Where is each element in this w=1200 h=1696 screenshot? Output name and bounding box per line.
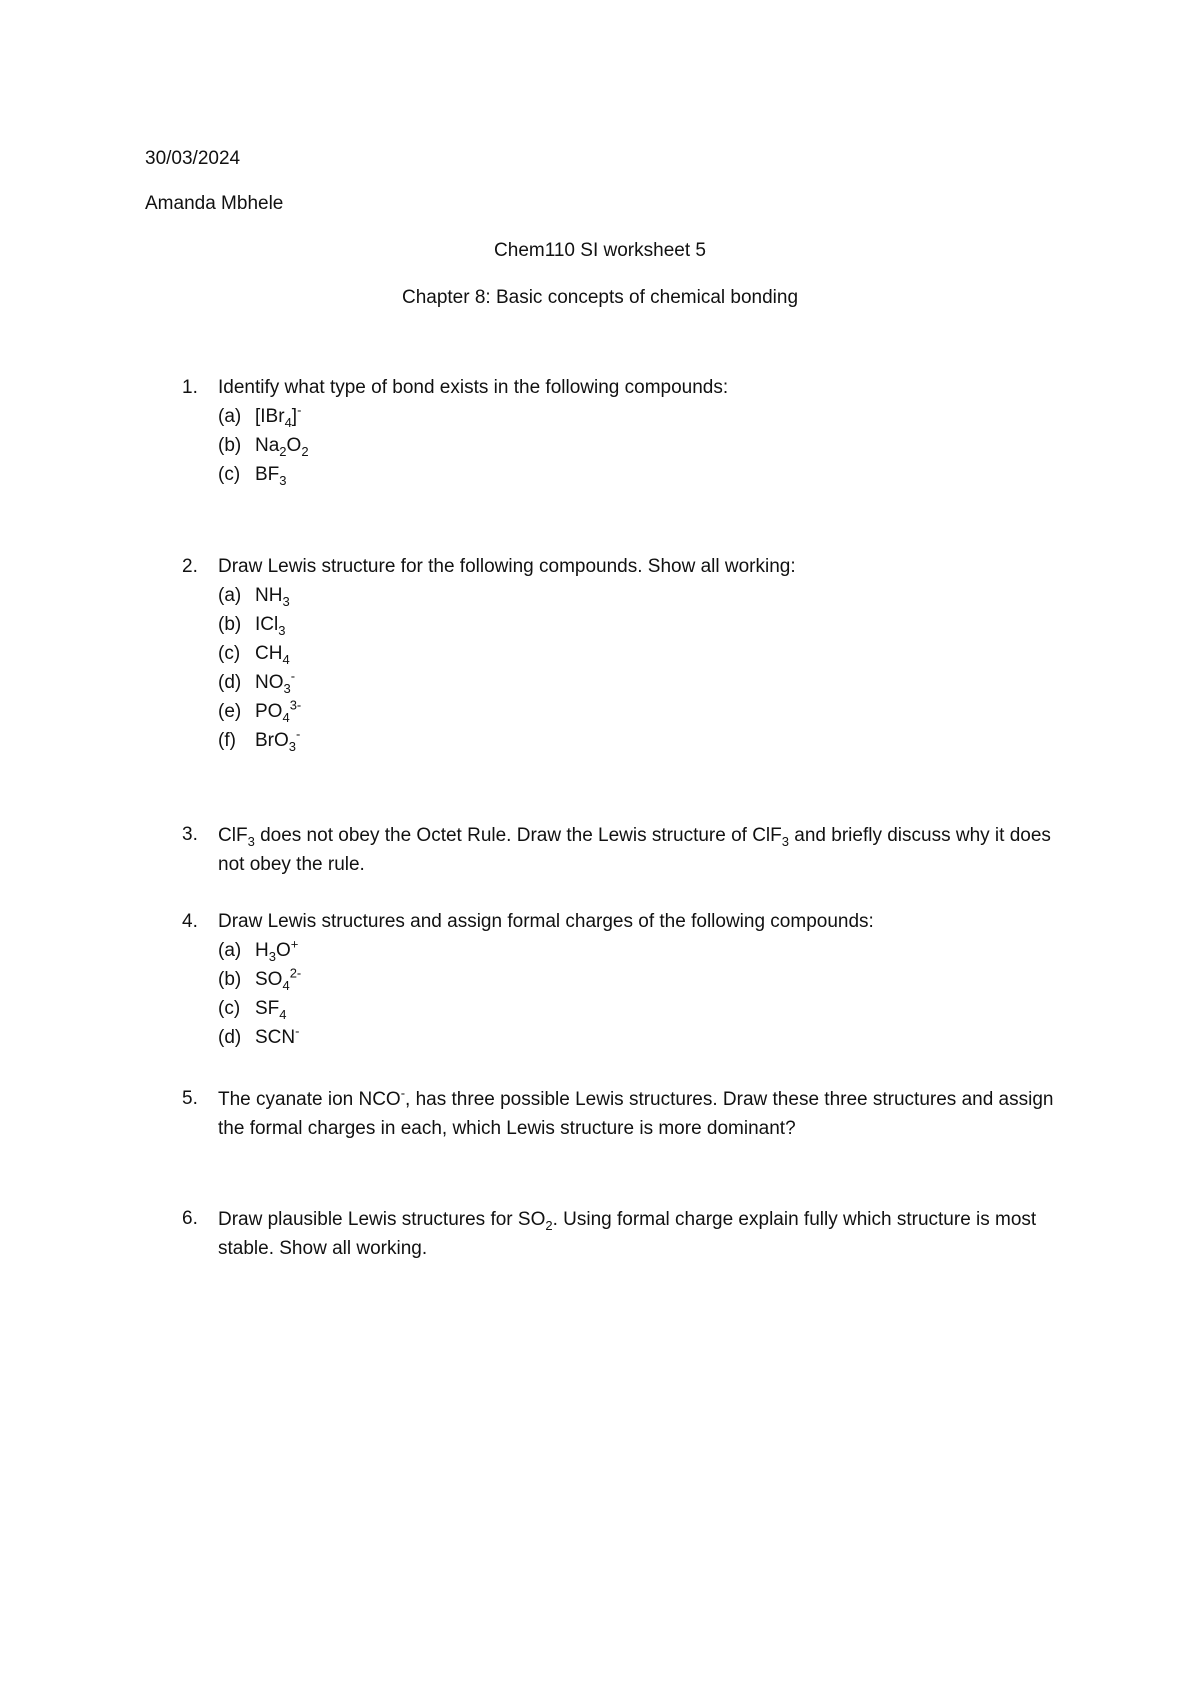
question-6-number: 6. — [182, 1208, 198, 1229]
question-1-number: 1. — [182, 377, 198, 398]
superscript: + — [290, 936, 299, 952]
item-formula — [255, 1023, 300, 1048]
text-run: NO — [255, 672, 284, 693]
question-2-item-e — [218, 697, 302, 725]
date: 30/03/2024 — [145, 148, 241, 169]
text-run: BrO — [255, 730, 289, 751]
subscript: 3 — [247, 833, 255, 849]
subscript: 2 — [545, 1217, 553, 1233]
question-2-text: Draw Lewis structure for the following compounds. Show all working: — [218, 556, 796, 577]
question-4-item-b — [218, 965, 302, 993]
item-formula — [255, 435, 309, 459]
superscript: - — [290, 668, 296, 684]
item-formula — [255, 643, 290, 667]
question-5-text — [218, 1085, 1058, 1143]
text-run: , has three possible Lewis structures. Draw these three structures and assign the formal charges in each, which Lewis structure is more dominant? — [218, 1089, 1054, 1139]
text-run: Draw plausible Lewis structures for SO — [218, 1209, 546, 1230]
item-label: (d) — [218, 1027, 242, 1048]
item-formula — [255, 998, 287, 1022]
superscript: - — [297, 402, 302, 418]
subscript: 3 — [268, 948, 276, 964]
subscript: 3 — [278, 622, 286, 638]
question-2-item-c — [218, 642, 290, 666]
question-1-item-b — [218, 434, 309, 458]
item-label: (b) — [218, 969, 242, 990]
question-1-item-a — [218, 402, 302, 430]
item-formula — [255, 726, 301, 754]
question-6-text — [218, 1205, 1058, 1263]
question-4-item-d — [218, 1023, 300, 1050]
question-2-number: 2. — [182, 556, 198, 577]
superscript: 3- — [289, 697, 302, 713]
question-2-item-d — [218, 668, 296, 696]
item-formula — [255, 614, 286, 638]
text-run: BF — [255, 464, 280, 485]
question-4-text: Draw Lewis structures and assign formal charges of the following compounds: — [218, 911, 874, 932]
subscript: 3 — [781, 833, 789, 849]
subscript: 4 — [284, 414, 292, 430]
question-1-item-c — [218, 463, 287, 487]
text-run: Na — [255, 435, 280, 456]
superscript: - — [295, 1023, 300, 1039]
text-run: The cyanate ion NCO — [218, 1089, 401, 1110]
item-label: (a) — [218, 940, 242, 961]
question-2-item-a — [218, 584, 290, 608]
item-formula — [255, 585, 290, 609]
text-run: CH — [255, 643, 283, 664]
item-label: (b) — [218, 435, 242, 456]
subscript: 3 — [282, 593, 290, 609]
item-label: (b) — [218, 614, 242, 635]
question-1-text: Identify what type of bond exists in the following compounds: — [218, 377, 729, 398]
subscript: 3 — [283, 680, 291, 696]
text-run: O — [286, 435, 302, 456]
item-formula — [255, 464, 287, 488]
text-run: ] — [291, 406, 298, 427]
subscript: 4 — [282, 709, 290, 725]
item-formula — [255, 402, 302, 430]
superscript: - — [296, 726, 301, 742]
item-label: (d) — [218, 672, 242, 693]
question-3-number: 3. — [182, 824, 198, 845]
question-4-number: 4. — [182, 911, 198, 932]
item-label: (c) — [218, 464, 241, 485]
item-formula — [255, 936, 299, 964]
item-label: (e) — [218, 701, 242, 722]
item-label: (c) — [218, 643, 241, 664]
worksheet-title: Chem110 SI worksheet 5 — [494, 240, 706, 261]
item-formula — [255, 697, 302, 725]
superscript: - — [400, 1085, 406, 1101]
item-label: (a) — [218, 585, 242, 606]
text-run: [IBr — [255, 406, 285, 427]
question-3-text — [218, 821, 1058, 879]
item-label: (c) — [218, 998, 241, 1019]
text-run: SF — [255, 998, 280, 1019]
question-4-item-a — [218, 936, 299, 964]
item-formula — [255, 668, 296, 696]
subscript: 3 — [288, 738, 297, 754]
subscript: 4 — [282, 651, 290, 667]
subscript: 4 — [282, 977, 290, 993]
chapter-subtitle: Chapter 8: Basic concepts of chemical bonding — [401, 287, 799, 308]
text-run: . Using formal charge explain fully which structure is most stable. Show all working. — [218, 1209, 1037, 1259]
text-run: ICl — [255, 614, 279, 635]
subscript: 2 — [301, 443, 309, 459]
item-formula — [255, 965, 302, 993]
question-2-item-f — [218, 726, 301, 754]
text-run: H — [255, 940, 269, 961]
text-run: does not obey the Octet Rule. Draw the Lewis structure of ClF — [254, 825, 782, 846]
question-2-item-b — [218, 613, 285, 637]
text-run: NH — [255, 585, 283, 606]
item-label: (a) — [218, 406, 242, 427]
subscript: 3 — [279, 472, 287, 488]
text-run: SCN — [255, 1027, 296, 1048]
superscript: 2- — [289, 965, 302, 981]
question-4-item-c — [218, 997, 287, 1021]
item-label: (f) — [218, 730, 236, 751]
text-run: PO — [255, 701, 283, 722]
author-name: Amanda Mbhele — [145, 193, 284, 214]
question-5-number: 5. — [182, 1088, 198, 1109]
text-run: SO — [255, 969, 283, 990]
text-run: ClF — [218, 825, 248, 846]
subscript: 4 — [279, 1006, 287, 1022]
text-run: O — [275, 940, 291, 961]
subscript: 2 — [279, 443, 287, 459]
text-run: and briefly discuss why it does not obey the rule. — [218, 825, 1051, 875]
